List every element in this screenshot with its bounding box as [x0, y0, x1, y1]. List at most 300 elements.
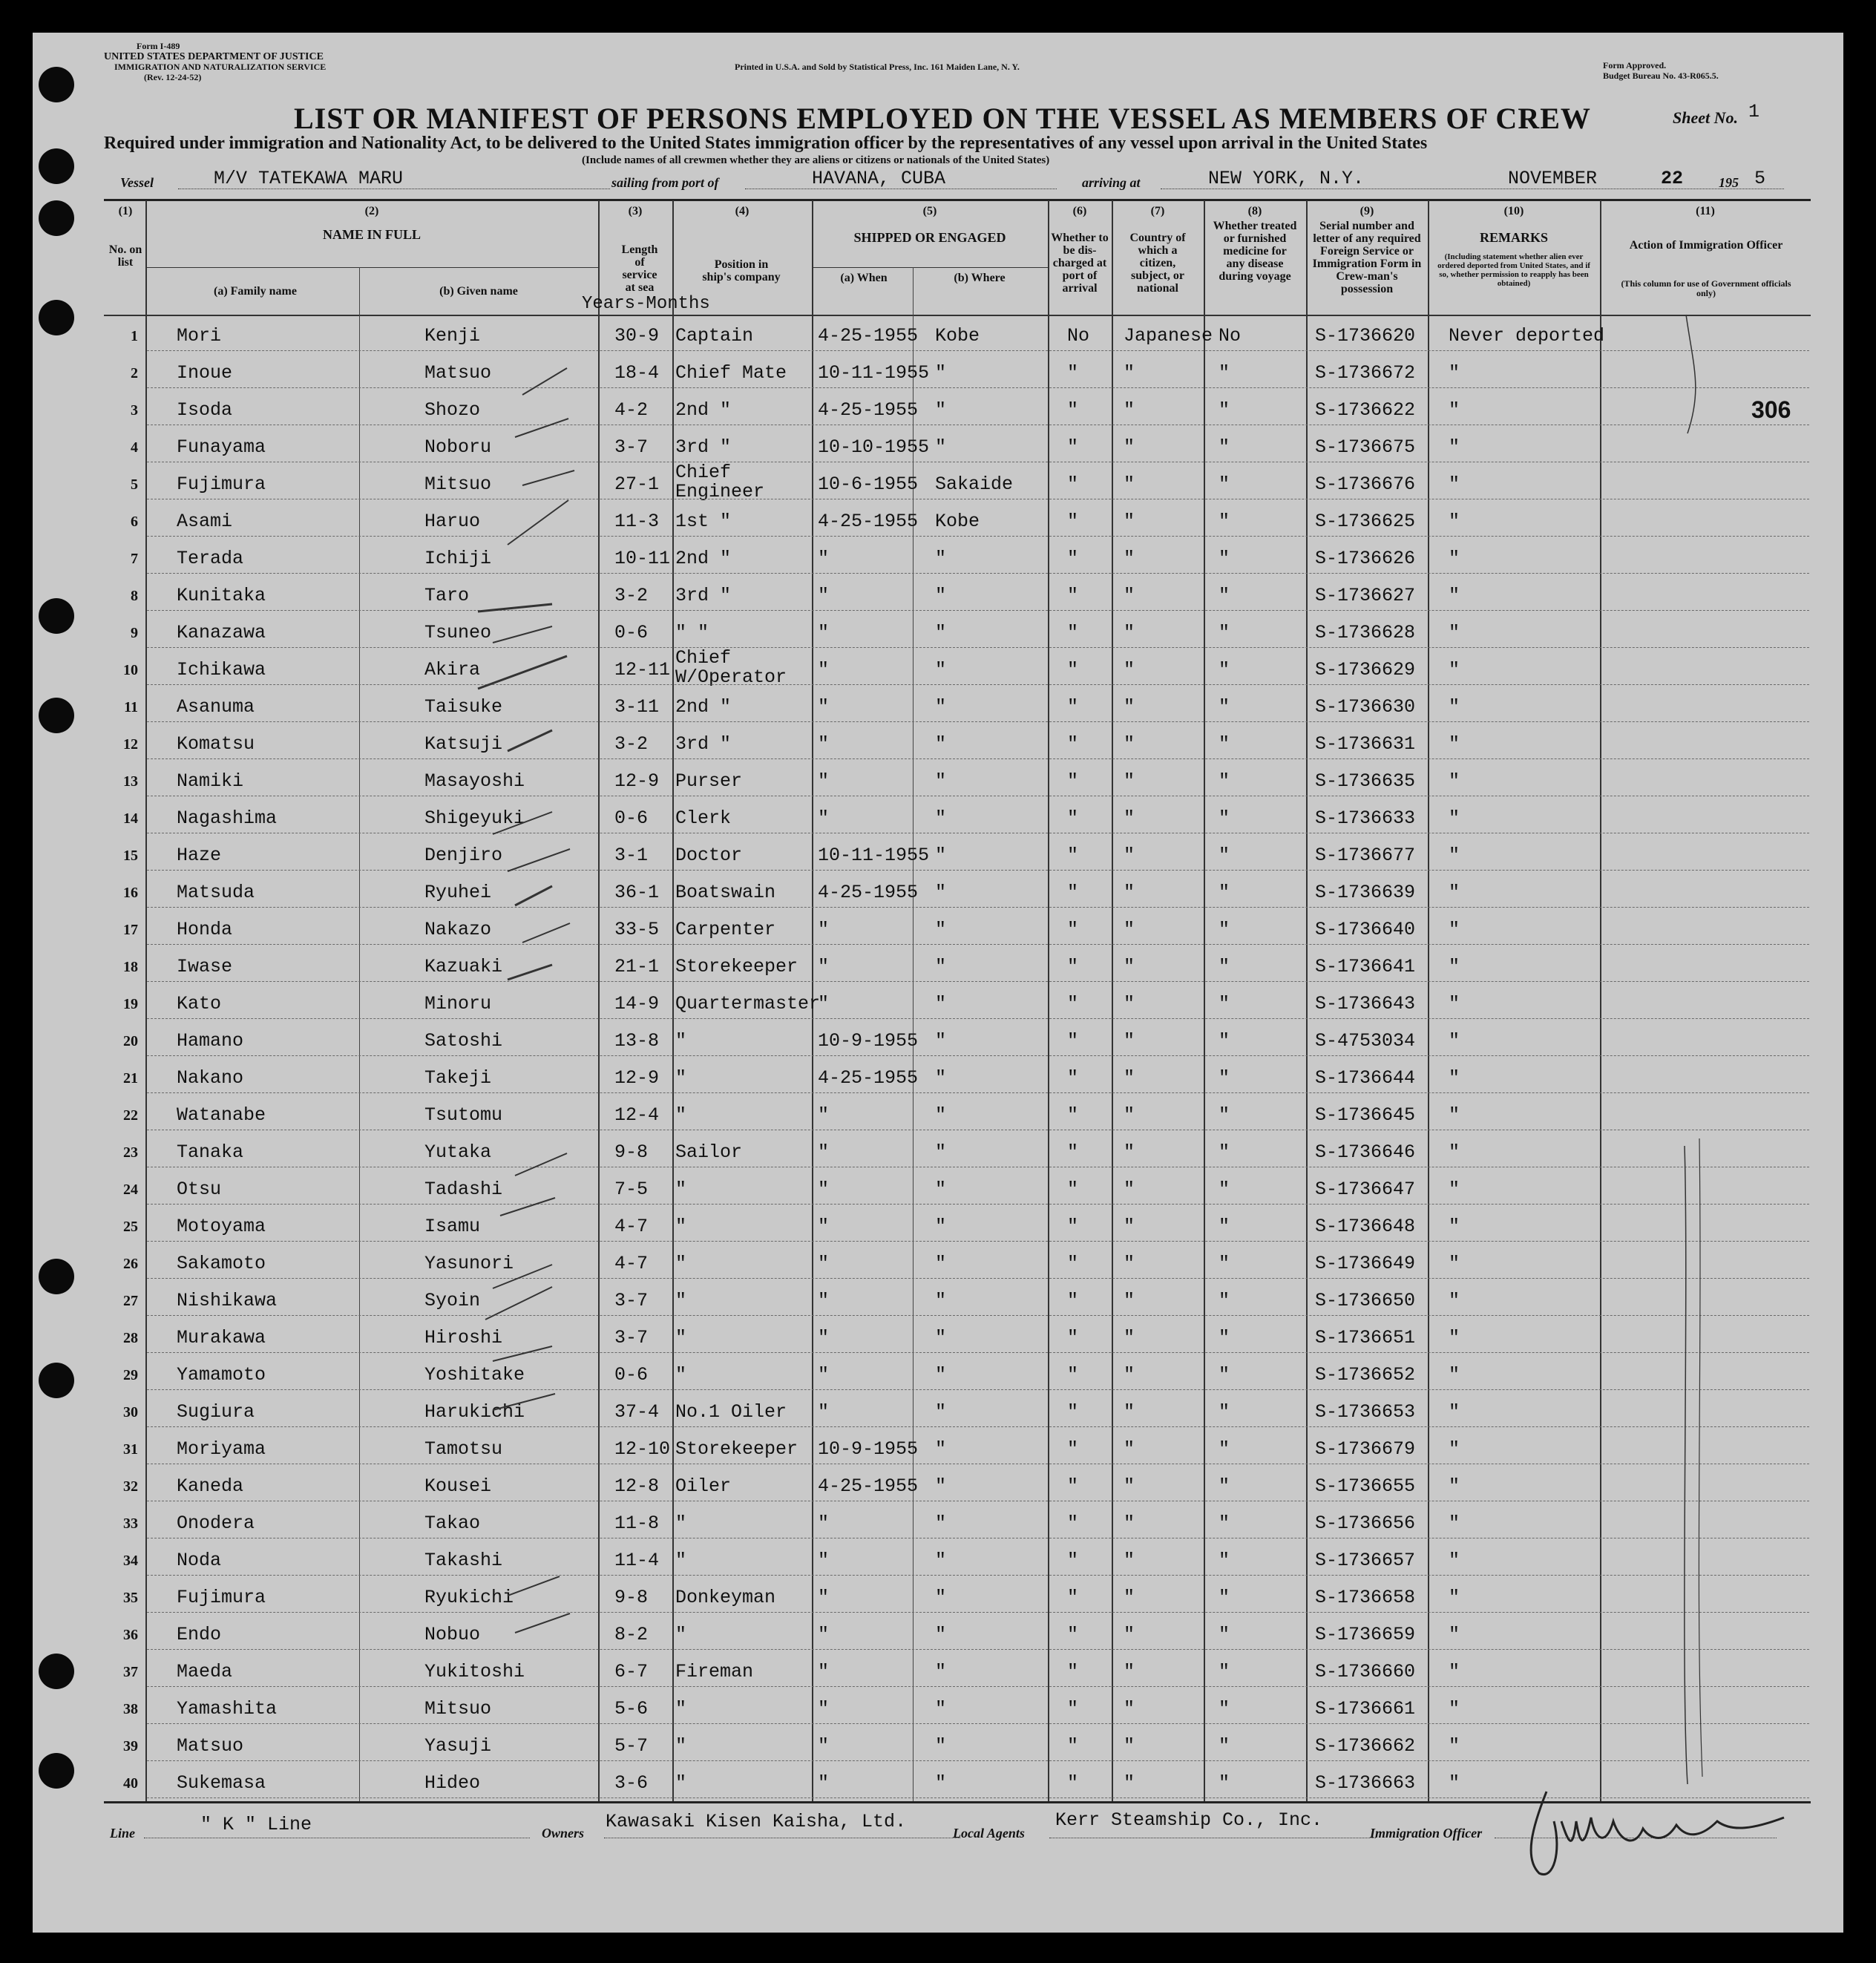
cell-discharged: " [1067, 1327, 1079, 1348]
cell-family: Kanazawa [177, 622, 266, 643]
cell-where: " [935, 845, 947, 866]
binder-hole [39, 1654, 74, 1689]
year-prefix: 195 [1719, 175, 1739, 190]
row-number: 25 [123, 1219, 138, 1235]
cell-discharged: " [1067, 1438, 1079, 1460]
cell-given: Tsuneo [424, 622, 492, 643]
cell-country: " [1124, 882, 1135, 903]
cell-discharged: " [1067, 585, 1079, 606]
cell-service: 6-7 [614, 1661, 649, 1682]
cell-serial: S-1736630 [1315, 696, 1416, 718]
cell-serial: S-1736649 [1315, 1253, 1416, 1274]
cell-family: Nagashima [177, 807, 278, 829]
cell-given: Nakazo [424, 919, 492, 940]
cell-where: " [935, 399, 947, 421]
cell-remarks: " [1449, 548, 1460, 569]
row-number: 18 [123, 959, 138, 975]
cell-family: Kaneda [177, 1475, 244, 1497]
cell-when: " [818, 659, 830, 681]
cell-serial: S-1736643 [1315, 993, 1416, 1015]
cell-where: " [935, 807, 947, 829]
cell-remarks: " [1449, 1587, 1460, 1608]
cell-family: Honda [177, 919, 233, 940]
cell-position: 3rd " [675, 585, 732, 606]
cell-position: " [675, 1772, 687, 1794]
cell-remarks: " [1449, 659, 1460, 681]
cell-medicine: " [1219, 1735, 1230, 1757]
owners-label: Owners [542, 1826, 585, 1841]
agents-label: Local Agents [953, 1826, 1025, 1841]
cell-service: 4-2 [614, 399, 649, 421]
cell-family: Nishikawa [177, 1290, 278, 1311]
cell-family: Mori [177, 325, 222, 347]
printed-by: Printed in U.S.A. and Sold by Statistical Press, Inc. 161 Maiden Lane, N. Y. [735, 62, 1020, 72]
cell-given: Hiroshi [424, 1327, 503, 1348]
col11-number: (11) [1696, 205, 1715, 217]
sheet-label: Sheet No. [1673, 108, 1738, 127]
row-number: 16 [123, 885, 138, 901]
cell-when: " [818, 1698, 830, 1720]
officer-signature [1502, 1777, 1814, 1888]
row-number: 22 [123, 1107, 138, 1124]
cell-serial: S-1736622 [1315, 399, 1416, 421]
cell-country: Japanese [1124, 325, 1213, 347]
row-number: 4 [131, 439, 138, 456]
cell-country: " [1124, 1364, 1135, 1386]
cell-service: 3-2 [614, 733, 649, 755]
binder-hole [39, 200, 74, 236]
cell-when: 10-6-1955 [818, 473, 919, 495]
cell-where: " [935, 1104, 947, 1126]
cell-where: Sakaide [935, 473, 1014, 495]
cell-when: 10-10-1955 [818, 436, 930, 458]
cell-service: 12-8 [614, 1475, 660, 1497]
cell-when: " [818, 1550, 830, 1571]
port-to: NEW YORK, N.Y. [1208, 168, 1365, 189]
sheet-number: 1 [1748, 101, 1760, 122]
line-value: " K " Line [200, 1814, 312, 1835]
vessel-name: M/V TATEKAWA MARU [214, 168, 404, 189]
row-number: 7 [131, 551, 138, 567]
cell-position: Fireman [675, 1661, 754, 1682]
cell-where: " [935, 1030, 947, 1052]
cell-position: Chief Mate [675, 362, 787, 384]
cell-given: Yasuji [424, 1735, 492, 1757]
cell-medicine: " [1219, 1698, 1230, 1720]
col10-header: REMARKS [1479, 230, 1548, 245]
cell-position: " [675, 1550, 687, 1571]
cell-remarks: " [1449, 1141, 1460, 1163]
cell-where: " [935, 1772, 947, 1794]
cell-where: " [935, 1290, 947, 1311]
cell-medicine: " [1219, 659, 1230, 681]
cell-given: Takeji [424, 1067, 492, 1089]
cell-serial: S-1736672 [1315, 362, 1416, 384]
cell-discharged: " [1067, 1550, 1079, 1571]
cell-country: " [1124, 1290, 1135, 1311]
cell-when: " [818, 1364, 830, 1386]
cell-remarks: " [1449, 1513, 1460, 1534]
cell-discharged: " [1067, 1513, 1079, 1534]
cell-serial: S-1736658 [1315, 1587, 1416, 1608]
cell-where: " [935, 1364, 947, 1386]
cell-country: " [1124, 1104, 1135, 1126]
cell-serial: S-1736620 [1315, 325, 1416, 347]
col2b-header: (b) Given name [439, 285, 518, 298]
col1-number: (1) [118, 205, 133, 217]
col8-number: (8) [1247, 205, 1262, 217]
cell-when: " [818, 807, 830, 829]
cell-given: Taro [424, 585, 470, 606]
cell-medicine: " [1219, 807, 1230, 829]
cell-position: Chief W/Operator [675, 647, 787, 688]
cell-service: 3-7 [614, 1290, 649, 1311]
cell-discharged: " [1067, 399, 1079, 421]
cell-discharged: " [1067, 807, 1079, 829]
cell-service: 36-1 [614, 882, 660, 903]
cell-position: Purser [675, 770, 743, 792]
row-number: 39 [123, 1738, 138, 1754]
cell-position: " [675, 1253, 687, 1274]
cell-position: " [675, 1104, 687, 1126]
cell-serial: S-1736660 [1315, 1661, 1416, 1682]
binder-hole [39, 300, 74, 335]
cell-where: " [935, 436, 947, 458]
cell-country: " [1124, 1735, 1135, 1757]
cell-serial: S-1736639 [1315, 882, 1416, 903]
col9-header: Serial number and letter of any required Foreign Service or Immigration Form in Crew-man's possession [1312, 220, 1422, 295]
cell-given: Mitsuo [424, 1698, 492, 1720]
cell-family: Terada [177, 548, 244, 569]
cell-country: " [1124, 1475, 1135, 1497]
cell-discharged: " [1067, 1216, 1079, 1237]
cell-service: 0-6 [614, 622, 649, 643]
cell-country: " [1124, 1587, 1135, 1608]
cell-given: Yasunori [424, 1253, 514, 1274]
cell-country: " [1124, 1216, 1135, 1237]
cell-remarks: " [1449, 1179, 1460, 1200]
col6-header: Whether to be dis-charged at port of arrival [1051, 232, 1109, 295]
row-number: 21 [123, 1070, 138, 1087]
col5-header: SHIPPED OR ENGAGED [853, 230, 1006, 245]
cell-remarks: " [1449, 473, 1460, 495]
page-stamp-number: 306 [1751, 396, 1791, 423]
cell-serial: S-1736663 [1315, 1772, 1416, 1794]
cell-given: Takashi [424, 1550, 503, 1571]
col9-number: (9) [1360, 205, 1374, 217]
cell-discharged: " [1067, 1624, 1079, 1645]
cell-country: " [1124, 473, 1135, 495]
cell-given: Shozo [424, 399, 481, 421]
cell-serial: S-1736629 [1315, 659, 1416, 681]
cell-position: " [675, 1698, 687, 1720]
cell-country: " [1124, 919, 1135, 940]
cell-remarks: " [1449, 362, 1460, 384]
cell-medicine: " [1219, 1475, 1230, 1497]
row-number: 37 [123, 1664, 138, 1680]
cell-given: Yoshitake [424, 1364, 525, 1386]
cell-country: " [1124, 993, 1135, 1015]
cell-given: Minoru [424, 993, 492, 1015]
col5a-header: (a) When [840, 272, 888, 284]
cell-remarks: " [1449, 956, 1460, 977]
cell-when: " [818, 919, 830, 940]
cell-medicine: " [1219, 1141, 1230, 1163]
cell-when: " [818, 1772, 830, 1794]
cell-country: " [1124, 1661, 1135, 1682]
cell-position: Donkeyman [675, 1587, 776, 1608]
cell-medicine: " [1219, 770, 1230, 792]
cell-where: " [935, 956, 947, 977]
cell-family: Sukemasa [177, 1772, 266, 1794]
cell-service: 12-9 [614, 1067, 660, 1089]
cell-when: 4-25-1955 [818, 882, 919, 903]
cell-service: 3-6 [614, 1772, 649, 1794]
cell-service: 37-4 [614, 1401, 660, 1423]
cell-position: Sailor [675, 1141, 743, 1163]
cell-when: " [818, 770, 830, 792]
cell-discharged: " [1067, 1698, 1079, 1720]
cell-serial: S-1736679 [1315, 1438, 1416, 1460]
cell-position: " [675, 1513, 687, 1534]
cell-discharged: " [1067, 436, 1079, 458]
cell-country: " [1124, 1067, 1135, 1089]
cell-position: 2nd " [675, 399, 732, 421]
cell-when: 4-25-1955 [818, 1067, 919, 1089]
cell-family: Matsuo [177, 1735, 244, 1757]
cell-remarks: " [1449, 1216, 1460, 1237]
cell-given: Matsuo [424, 362, 492, 384]
cell-service: 11-8 [614, 1513, 660, 1534]
cell-medicine: " [1219, 362, 1230, 384]
cell-country: " [1124, 1327, 1135, 1348]
cell-serial: S-1736625 [1315, 511, 1416, 532]
cell-when: " [818, 1327, 830, 1348]
cell-serial: S-1736631 [1315, 733, 1416, 755]
cell-where: " [935, 1624, 947, 1645]
row-number: 12 [123, 736, 138, 753]
cell-serial: S-1736653 [1315, 1401, 1416, 1423]
cell-given: Akira [424, 659, 481, 681]
cell-given: Isamu [424, 1216, 481, 1237]
cell-where: " [935, 362, 947, 384]
cell-remarks: " [1449, 1661, 1460, 1682]
cell-family: Inoue [177, 362, 233, 384]
cell-remarks: " [1449, 585, 1460, 606]
cell-given: Tsutomu [424, 1104, 503, 1126]
page-title: LIST OR MANIFEST OF PERSONS EMPLOYED ON THE VESSEL AS MEMBERS OF CREW [294, 102, 1591, 135]
cell-family: Asanuma [177, 696, 255, 718]
cell-discharged: " [1067, 1772, 1079, 1794]
cell-country: " [1124, 585, 1135, 606]
cell-given: Haruo [424, 511, 481, 532]
cell-when: " [818, 622, 830, 643]
cell-remarks: Never deported [1449, 325, 1605, 347]
cell-remarks: " [1449, 1253, 1460, 1274]
cell-when: " [818, 1104, 830, 1126]
cell-when: " [818, 956, 830, 977]
cell-serial: S-1736662 [1315, 1735, 1416, 1757]
cell-family: Sugiura [177, 1401, 255, 1423]
cell-medicine: " [1219, 585, 1230, 606]
cell-when: 4-25-1955 [818, 511, 919, 532]
cell-where: " [935, 1179, 947, 1200]
cell-family: Namiki [177, 770, 244, 792]
col7-header: Country of which a citizen, subject, or national [1129, 232, 1186, 295]
binder-hole [39, 598, 74, 634]
cell-country: " [1124, 807, 1135, 829]
row-number: 10 [123, 662, 138, 678]
arrival-day: 22 [1661, 168, 1684, 189]
cell-service: 11-3 [614, 511, 660, 532]
cell-position: No.1 Oiler [675, 1401, 787, 1423]
cell-family: Moriyama [177, 1438, 266, 1460]
cell-medicine: " [1219, 1030, 1230, 1052]
cell-where: " [935, 696, 947, 718]
cell-medicine: " [1219, 436, 1230, 458]
cell-family: Haze [177, 845, 222, 866]
cell-when: 10-9-1955 [818, 1030, 919, 1052]
cell-country: " [1124, 845, 1135, 866]
cell-serial: S-1736646 [1315, 1141, 1416, 1163]
cell-remarks: " [1449, 733, 1460, 755]
cell-serial: S-1736633 [1315, 807, 1416, 829]
cell-remarks: " [1449, 770, 1460, 792]
cell-position: " [675, 1067, 687, 1089]
row-number: 34 [123, 1553, 138, 1569]
cell-medicine: " [1219, 548, 1230, 569]
col1-header: No. on list [108, 243, 142, 269]
cell-service: 12-4 [614, 1104, 660, 1126]
col10-number: (10) [1503, 205, 1524, 217]
cell-when: " [818, 1624, 830, 1645]
cell-discharged: " [1067, 548, 1079, 569]
cell-service: 3-7 [614, 436, 649, 458]
cell-country: " [1124, 956, 1135, 977]
cell-remarks: " [1449, 1104, 1460, 1126]
cell-discharged: No [1067, 325, 1090, 347]
cell-family: Onodera [177, 1513, 255, 1534]
col3-number: (3) [628, 205, 643, 217]
cell-country: " [1124, 1401, 1135, 1423]
cell-family: Nakano [177, 1067, 244, 1089]
cell-serial: S-1736675 [1315, 436, 1416, 458]
row-number: 23 [123, 1144, 138, 1161]
cell-serial: S-1736627 [1315, 585, 1416, 606]
cell-service: 4-7 [614, 1253, 649, 1274]
cell-service: 9-8 [614, 1141, 649, 1163]
port-from: HAVANA, CUBA [812, 168, 946, 189]
cell-medicine: " [1219, 733, 1230, 755]
cell-medicine: " [1219, 696, 1230, 718]
cell-serial: S-4753034 [1315, 1030, 1416, 1052]
cell-remarks: " [1449, 1364, 1460, 1386]
owners-value: Kawasaki Kisen Kaisha, Ltd. [606, 1811, 907, 1832]
cell-serial: S-1736626 [1315, 548, 1416, 569]
cell-country: " [1124, 362, 1135, 384]
row-number: 31 [123, 1441, 138, 1458]
cell-given: Syoin [424, 1290, 481, 1311]
form-approved: Form Approved. [1603, 60, 1667, 71]
cell-service: 8-2 [614, 1624, 649, 1645]
cell-where: " [935, 882, 947, 903]
cell-serial: S-1736650 [1315, 1290, 1416, 1311]
cell-when: " [818, 696, 830, 718]
row-number: 13 [123, 773, 138, 790]
cell-when: 10-11-1955 [818, 845, 930, 866]
cell-where: Kobe [935, 511, 980, 532]
cell-family: Fujimura [177, 1587, 266, 1608]
cell-serial: S-1736659 [1315, 1624, 1416, 1645]
cell-country: " [1124, 1624, 1135, 1645]
cell-discharged: " [1067, 733, 1079, 755]
row-number: 11 [124, 699, 138, 715]
cell-where: " [935, 1253, 947, 1274]
cell-position: " [675, 1216, 687, 1237]
cell-medicine: " [1219, 993, 1230, 1015]
cell-country: " [1124, 399, 1135, 421]
line-label: Line [110, 1826, 135, 1841]
cell-medicine: " [1219, 399, 1230, 421]
cell-country: " [1124, 733, 1135, 755]
cell-where: " [935, 1401, 947, 1423]
cell-medicine: " [1219, 1772, 1230, 1794]
cell-remarks: " [1449, 1475, 1460, 1497]
row-number: 8 [131, 588, 138, 604]
cell-discharged: " [1067, 993, 1079, 1015]
row-number: 15 [123, 848, 138, 864]
cell-family: Kunitaka [177, 585, 266, 606]
cell-given: Kenji [424, 325, 481, 347]
cell-country: " [1124, 770, 1135, 792]
cell-family: Sakamoto [177, 1253, 266, 1274]
cell-service: 7-5 [614, 1179, 649, 1200]
row-number: 19 [123, 996, 138, 1012]
cell-serial: S-1736652 [1315, 1364, 1416, 1386]
cell-discharged: " [1067, 362, 1079, 384]
cell-service: 3-7 [614, 1327, 649, 1348]
cell-remarks: " [1449, 882, 1460, 903]
row-number: 36 [123, 1627, 138, 1643]
cell-position: " [675, 1327, 687, 1348]
cell-family: Motoyama [177, 1216, 266, 1237]
cell-family: Ichikawa [177, 659, 266, 681]
cell-remarks: " [1449, 1401, 1460, 1423]
service: IMMIGRATION AND NATURALIZATION SERVICE [114, 62, 327, 72]
budget-bureau: Budget Bureau No. 43-R065.5. [1603, 71, 1719, 81]
cell-when: " [818, 1290, 830, 1311]
cell-service: 3-11 [614, 696, 660, 718]
cell-position: Doctor [675, 845, 743, 866]
cell-given: Takao [424, 1513, 481, 1534]
cell-where: " [935, 770, 947, 792]
cell-given: Ichiji [424, 548, 492, 569]
cell-family: Yamashita [177, 1698, 278, 1720]
row-number: 40 [123, 1775, 138, 1792]
cell-medicine: " [1219, 1253, 1230, 1274]
cell-country: " [1124, 1772, 1135, 1794]
cell-medicine: " [1219, 1216, 1230, 1237]
cell-family: Kato [177, 993, 222, 1015]
cell-service: 5-7 [614, 1735, 649, 1757]
row-number: 33 [123, 1515, 138, 1532]
cell-where: " [935, 1735, 947, 1757]
cell-family: Komatsu [177, 733, 255, 755]
manifest-page [33, 33, 1843, 1933]
col5b-header: (b) Where [954, 272, 1006, 284]
officer-label: Immigration Officer [1370, 1826, 1483, 1841]
row-number: 1 [131, 328, 138, 344]
